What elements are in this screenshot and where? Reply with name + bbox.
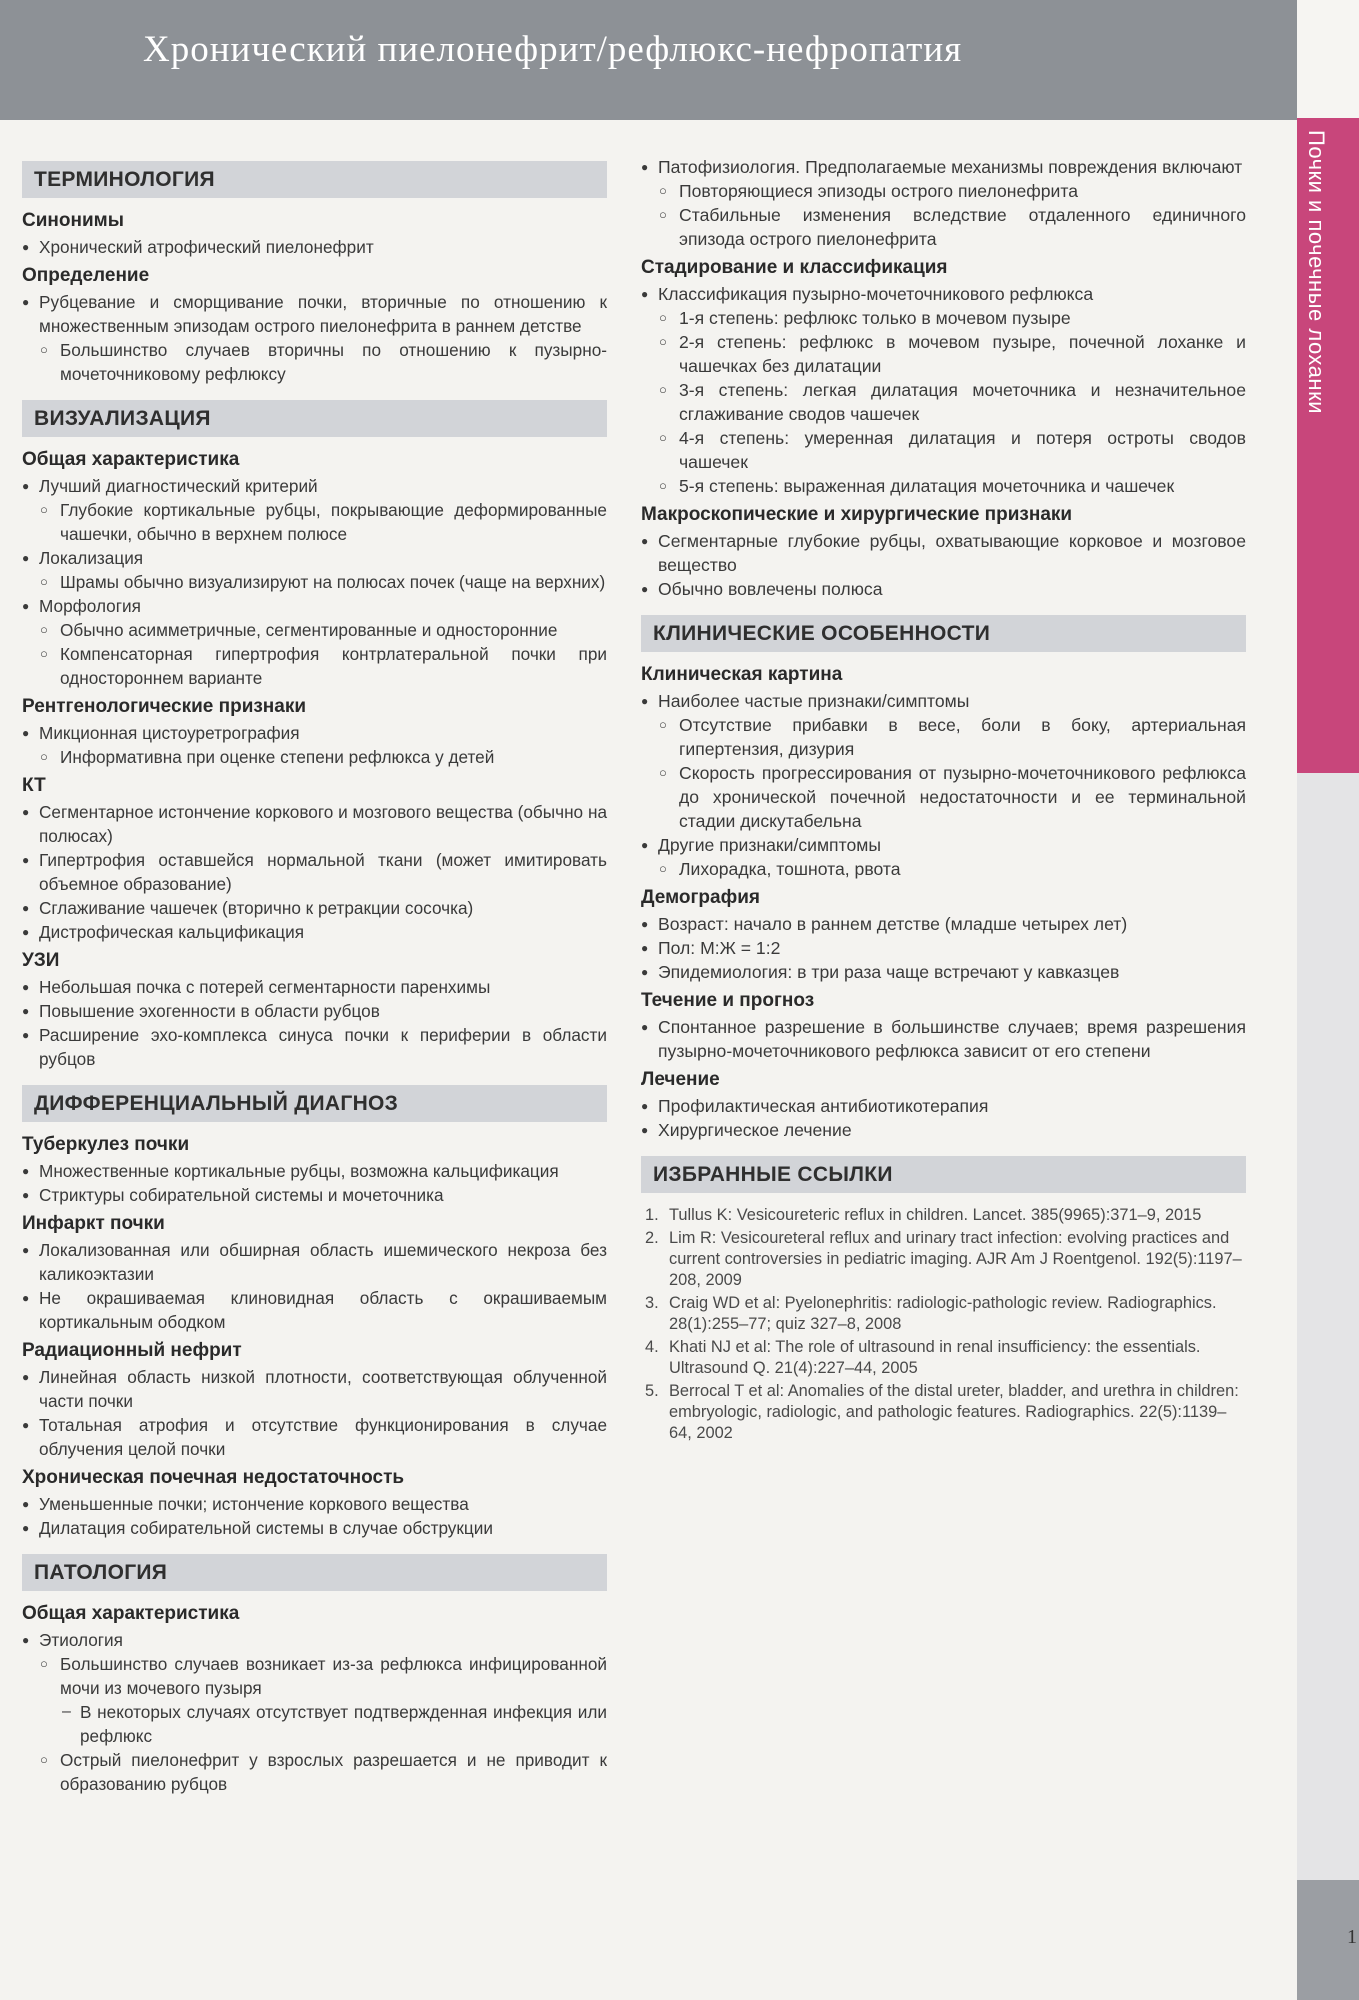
section (22, 1085, 607, 1540)
section-heading: ВИЗУАЛИЗАЦИЯ (22, 400, 607, 437)
section-heading: ДИФФЕРЕНЦИАЛЬНЫЙ ДИАГНОЗ (22, 1085, 607, 1122)
reference-number: 3. (645, 1294, 659, 1312)
page-title: Хронический пиелонефрит/рефлюкс-нефропатия (143, 29, 963, 70)
subheading: Общая характеристика (22, 1603, 240, 1624)
subheading: Хроническая почечная недостаточность (22, 1467, 405, 1488)
list-item: ● Стриктуры собирательной системы и мочеточника (22, 1183, 607, 1207)
subheading: Туберкулез почки (22, 1134, 190, 1155)
list-item: – В некоторых случаях отсутствует подтвержденная инфекция или рефлюкс (22, 1700, 607, 1748)
list-item: ○ Шрамы обычно визуализируют на полюсах почек (чаще на верхних) (22, 570, 607, 594)
list-item: ○ Лихорадка, тошнота, рвота (641, 857, 1246, 881)
references-section (641, 1156, 1246, 1444)
list-item: ● Эпидемиология: в три раза чаще встречают у кавказцев (641, 960, 1246, 984)
list-item: ● Множественные кортикальные рубцы, возможна кальцификация (22, 1159, 607, 1183)
subheading: Радиационный нефрит (22, 1340, 242, 1361)
list-item: ● Лучший диагностический критерий (22, 474, 607, 498)
left-column (22, 155, 607, 1810)
list-item: ● Хирургическое лечение (641, 1118, 1246, 1142)
list-item: ○ Обычно асимметричные, сегментированные и односторонние (22, 618, 607, 642)
reference-item (645, 1293, 1246, 1335)
list-item: ○ 2-я степень: рефлюкс в мочевом пузыре, почечной лоханке и чашечках без дилатации (641, 330, 1246, 378)
list-item: ● Дилатация собирательной системы в случае обструкции (22, 1516, 607, 1540)
list-item: ● Локализованная или обширная область ишемического некроза без каликоэктазии (22, 1238, 607, 1286)
section (641, 615, 1246, 1142)
list-item: ○ Стабильные изменения вследствие отдаленного единичного эпизода острого пиелонефрита (641, 203, 1246, 251)
list-item: ● Спонтанное разрешение в большинстве случаев; время разрешения пузырно-мочеточникового рефлюкса зависит от его степени (641, 1015, 1246, 1063)
list-item: ● Возраст: начало в раннем детстве (младше четырех лет) (641, 912, 1246, 936)
list-item: ○ Большинство случаев вторичны по отношению к пузырно-мочеточниковому рефлюксу (22, 338, 607, 386)
list-item: ● Патофизиология. Предполагаемые механизмы повреждения включают (641, 155, 1246, 179)
reference-number: 1. (645, 1206, 659, 1224)
list-item: ● Обычно вовлечены полюса (641, 577, 1246, 601)
subheading: УЗИ (22, 950, 60, 971)
list-item: ● Наиболее частые признаки/симптомы (641, 689, 1246, 713)
subheading: Инфаркт почки (22, 1213, 165, 1234)
list-item: ● Дистрофическая кальцификация (22, 920, 607, 944)
section-heading: ИЗБРАННЫЕ ССЫЛКИ (641, 1156, 1246, 1193)
reference-number: 4. (645, 1338, 659, 1356)
section (22, 400, 607, 1071)
list-item: ● Профилактическая антибиотикотерапия (641, 1094, 1246, 1118)
list-item: ○ 1-я степень: рефлюкс только в мочевом пузыре (641, 306, 1246, 330)
list-item: ● Локализация (22, 546, 607, 570)
list-item: ● Другие признаки/симптомы (641, 833, 1246, 857)
subheading: Лечение (641, 1069, 720, 1090)
subheading: Синонимы (22, 210, 124, 231)
list-item: ● Уменьшенные почки; истончение коркового вещества (22, 1492, 607, 1516)
list-item: ○ Компенсаторная гипертрофия контрлатеральной почки при одностороннем варианте (22, 642, 607, 690)
reference-item (645, 1381, 1246, 1444)
section-heading: КЛИНИЧЕСКИЕ ОСОБЕННОСТИ (641, 615, 1246, 652)
list-item: ● Сегментарное истончение коркового и мозгового вещества (обычно на полюсах) (22, 800, 607, 848)
reference-item (645, 1228, 1246, 1291)
section (22, 161, 607, 386)
subheading: Клиническая картина (641, 664, 843, 685)
list-item: ○ Повторяющиеся эпизоды острого пиелонефрита (641, 179, 1246, 203)
reference-item (645, 1337, 1246, 1379)
subheading: Макроскопические и хирургические признаки (641, 504, 1073, 525)
list-item: ● Повышение эхогенности в области рубцов (22, 999, 607, 1023)
section-heading: ТЕРМИНОЛОГИЯ (22, 161, 607, 198)
reference-list (641, 1205, 1246, 1444)
list-item: ○ Острый пиелонефрит у взрослых разрешается и не приводит к образованию рубцов (22, 1748, 607, 1796)
section-heading: ПАТОЛОГИЯ (22, 1554, 607, 1591)
list-item: ● Тотальная атрофия и отсутствие функционирования в случае облучения целой почки (22, 1413, 607, 1461)
reference-text: Tullus K: Vesicoureteric reflux in children. Lancet. 385(9965):371–9, 2015 (669, 1206, 1202, 1224)
list-item: ● Сегментарные глубокие рубцы, охватывающие корковое и мозговое вещество (641, 529, 1246, 577)
list-item: ● Не окрашиваемая клиновидная область с окрашиваемым кортикальным ободком (22, 1286, 607, 1334)
subheading: Демография (641, 887, 760, 908)
list-item: ● Микционная цистоуретрография (22, 721, 607, 745)
list-item: ● Расширение эхо-комплекса синуса почки к периферии в области рубцов (22, 1023, 607, 1071)
subheading: Определение (22, 265, 150, 286)
list-item: ○ 5-я степень: выраженная дилатация мочеточника и чашечек (641, 474, 1246, 498)
list-item: ○ 4-я степень: умеренная дилатация и потеря остроты сводов чашечек (641, 426, 1246, 474)
reference-text: Berrocal T et al: Anomalies of the distal ureter, bladder, and urethra in children: embryologic, radiologic, and pathologic features. Radiographics. 22(5):1139–64, 2002 (669, 1382, 1239, 1442)
list-item: ● Морфология (22, 594, 607, 618)
subheading: Течение и прогноз (641, 990, 815, 1011)
reference-text: Khati NJ et al: The role of ultrasound in renal insufficiency: the essentials. Ultrasound Q. 21(4):227–44, 2005 (669, 1338, 1201, 1377)
list-item: ● Классификация пузырно-мочеточникового рефлюкса (641, 282, 1246, 306)
list-item: ● Рубцевание и сморщивание почки, вторичные по отношению к множественным эпизодам острого пиелонефрита в раннем детстве (22, 290, 607, 338)
list-item: ● Сглаживание чашечек (вторично к ретракции сосочка) (22, 896, 607, 920)
list-item: ● Линейная область низкой плотности, соответствующая облученной части почки (22, 1365, 607, 1413)
reference-text: Lim R: Vesicoureteral reflux and urinary tract infection: evolving practices and current controversies in pediatric imaging. AJR Am J Roentgenol. 192(5):1197–208, 2009 (669, 1229, 1242, 1289)
list-item: ○ Отсутствие прибавки в весе, боли в боку, артериальная гипертензия, дизурия (641, 713, 1246, 761)
page-number: 1 (1347, 1926, 1357, 1948)
list-item: ● Гипертрофия оставшейся нормальной ткани (может имитировать объемное образование) (22, 848, 607, 896)
reference-number: 2. (645, 1229, 659, 1247)
subheading: Общая характеристика (22, 449, 240, 470)
list-item: ○ 3-я степень: легкая дилатация мочеточника и незначительное сглаживание сводов чашечек (641, 378, 1246, 426)
side-strip-top (1297, 0, 1359, 118)
list-item: ○ Скорость прогрессирования от пузырно-мочеточникового рефлюкса до хронической почечной недостаточности и ее терминальной стадии дискутабельна (641, 761, 1246, 833)
list-item: ○ Большинство случаев возникает из-за рефлюкса инфицированной мочи из мочевого пузыря (22, 1652, 607, 1700)
reference-text: Craig WD et al: Pyelonephritis: radiologic-pathologic review. Radiographics. 28(1):255–77; quiz 327–8, 2008 (669, 1294, 1217, 1333)
list-item: ● Хронический атрофический пиелонефрит (22, 235, 607, 259)
subheading: КТ (22, 775, 46, 796)
list-item: ● Этиология (22, 1628, 607, 1652)
list-item: ● Пол: М:Ж = 1:2 (641, 936, 1246, 960)
list-item: ○ Глубокие кортикальные рубцы, покрывающие деформированные чашечки, обычно в верхнем полюсе (22, 498, 607, 546)
side-strip-gray (1297, 773, 1359, 1880)
subheading: Стадирование и классификация (641, 257, 948, 278)
section (22, 1554, 607, 1796)
right-column (641, 155, 1246, 1458)
chapter-tab-label: Почки и почечные лоханки (1304, 130, 1329, 414)
reference-number: 5. (645, 1382, 659, 1400)
reference-item (645, 1205, 1246, 1226)
page-header (0, 0, 1297, 120)
list-item: ● Небольшая почка с потерей сегментарности паренхимы (22, 975, 607, 999)
subheading: Рентгенологические признаки (22, 696, 307, 717)
section (641, 155, 1246, 601)
list-item: ○ Информативна при оценке степени рефлюкса у детей (22, 745, 607, 769)
